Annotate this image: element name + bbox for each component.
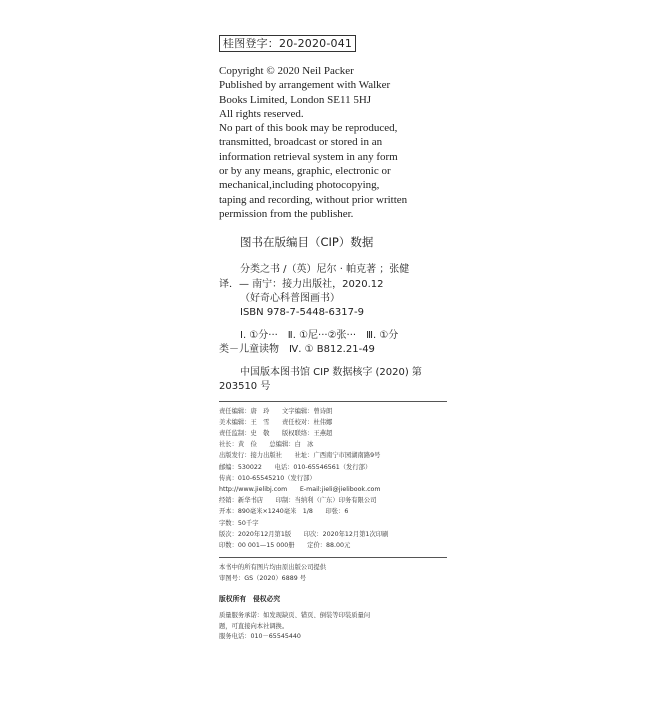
credit-line: 版次：2020年12月第1版 印次：2020年12月第1次印刷 (219, 530, 389, 538)
divider (219, 401, 447, 402)
copyright-line: Books Limited, London SE11 5HJ (219, 93, 372, 106)
credit-line: http://www.jielibj.com E-mail:jieli@jielibook.com (219, 485, 381, 493)
map-review-number: 审图号：GS（2020）6889 号 (219, 575, 307, 583)
copyright-line: permission from the publisher. (219, 207, 354, 220)
copyright-notice (219, 64, 451, 221)
copyright-page (219, 34, 451, 643)
image-source-line: 本书中的所有图片均由原出版公司提供 (219, 564, 327, 572)
cip-line: 分类之书 /（英）尼尔 · 帕克著 ；张健 (240, 264, 410, 276)
cip-record (219, 263, 451, 321)
cip-line: （好奇心科普图画书） (240, 293, 340, 305)
publication-credits (219, 406, 451, 552)
cip-number-line: 中国版本图书馆 CIP 数据核字 (2020) 第 (240, 366, 422, 378)
copyright-line: Published by arrangement with Walker (219, 79, 391, 92)
service-promise (219, 611, 451, 643)
cip-classification (219, 329, 451, 358)
credit-line: 传真：010-65545210（发行部） (219, 474, 316, 482)
cip-class-line: 类－儿童读物 Ⅳ. ① B812.21-49 (219, 344, 375, 356)
copyright-line: transmitted, broadcast or stored in an (219, 136, 383, 149)
cip-isbn: ISBN 978-7-5448-6317-9 (240, 307, 364, 319)
cip-class-line: Ⅰ. ①分··· Ⅱ. ①尼···②张··· Ⅲ. ①分 (240, 329, 399, 341)
copyright-line: mechanical,including photocopying, (219, 179, 380, 192)
credit-line: 印数：00 001—15 000册 定价：88.00元 (219, 541, 351, 549)
credit-line: 开本：890毫米×1240毫米 1/8 印张：6 (219, 508, 349, 516)
copyright-line: taping and recording, without prior written (219, 193, 408, 206)
cip-number-line: 203510 号 (219, 381, 271, 393)
registration-number: 桂图登字：20-2020-041 (219, 35, 356, 52)
cip-data-number (219, 366, 451, 395)
credit-line: 出版发行：接力出版社 社址：广西南宁市园湖南路9号 (219, 452, 381, 460)
cip-title: 图书在版编目（CIP）数据 (240, 235, 374, 250)
divider (219, 557, 447, 558)
credit-line: 字数：50千字 (219, 519, 259, 527)
credit-line: 责任编辑：唐 玲 文字编辑：曾诗朗 (219, 407, 333, 415)
credit-line: 责任监制：史 敬 版权联络：王燕超 (219, 429, 333, 437)
service-line: 质量服务承诺：如发现缺页、错页、倒装等印装质量问 (219, 612, 371, 620)
credit-line: 经销：新华书店 印制：当纳利（广东）印务有限公司 (219, 497, 377, 505)
copyright-line: information retrieval system in any form (219, 150, 398, 163)
copyright-line: No part of this book may be reproduced, (219, 122, 398, 135)
cip-line: 译．— 南宁：接力出版社，2020.12 (219, 278, 384, 290)
image-source-notes (219, 562, 451, 584)
copyright-line: or by any means, graphic, electronic or (219, 165, 391, 178)
credit-line: 美术编辑：王 雪 责任校对：杜伟娜 (219, 418, 333, 426)
credit-line: 邮编：530022 电话：010-65546561（发行部） (219, 463, 372, 471)
credit-line: 社长：黄 俭 总编辑：白 冰 (219, 441, 314, 449)
service-phone: 服务电话：010－65545440 (219, 633, 301, 641)
copyright-line: All rights reserved. (219, 107, 304, 120)
copyright-line: Copyright © 2020 Neil Packer (219, 65, 354, 77)
service-line: 题，可直接向本社调换。 (219, 622, 289, 630)
rights-notice: 版权所有 侵权必究 (219, 595, 281, 604)
